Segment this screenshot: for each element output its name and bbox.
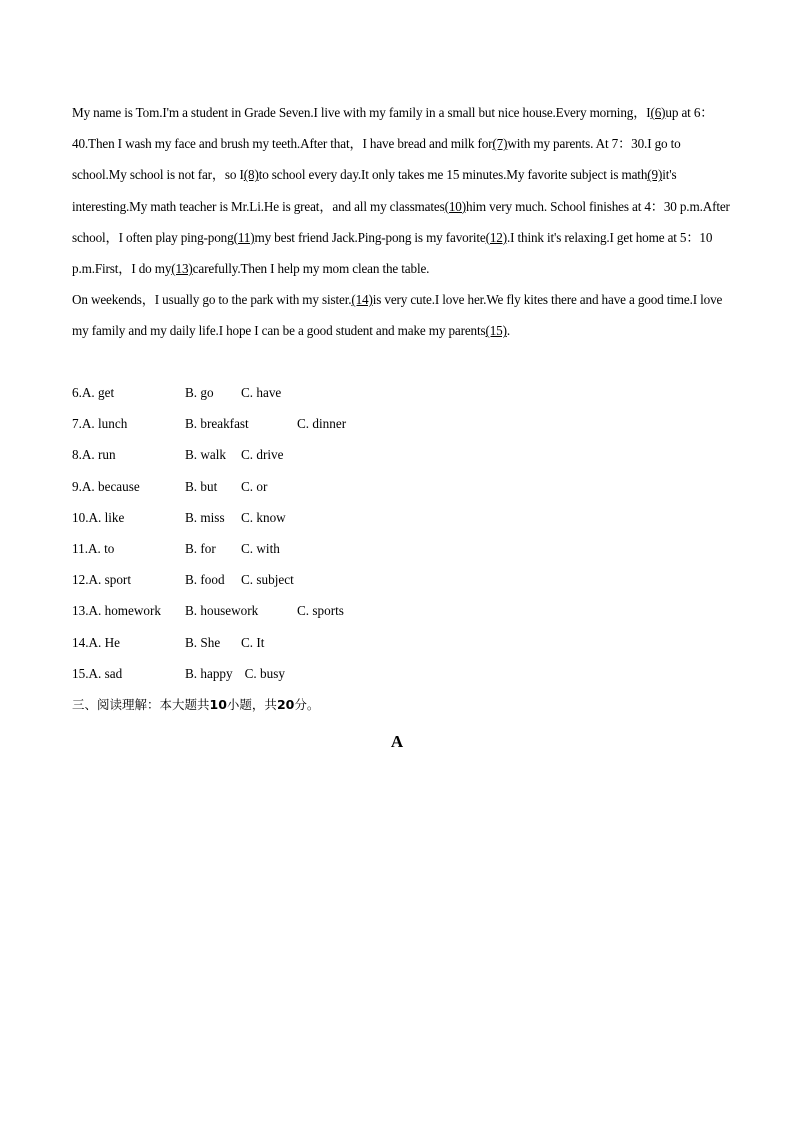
section-score: 20: [276, 697, 295, 712]
question-number: 10.: [72, 509, 89, 525]
option-a: A. sport: [88, 572, 131, 588]
question-number: 14.: [72, 634, 89, 650]
option-b: B. housework: [185, 603, 259, 619]
blank-marker: (12): [485, 229, 507, 245]
option-c: C. with: [241, 540, 280, 556]
passage-text: On weekends，I usually go to the park with my sister.: [72, 292, 352, 308]
option-a: A. to: [88, 540, 115, 556]
passage-text: .I think it's relaxing.I get home at 5：10 p.m.First，I do my: [72, 229, 713, 277]
section-heading-mid: 小题，共: [226, 697, 277, 712]
option-b: B. go: [185, 385, 214, 400]
section-heading-prefix: 三、阅读理解：本大题共: [72, 697, 210, 712]
section-question-count: 10: [209, 697, 227, 712]
option-a: A. homework: [88, 603, 162, 619]
passage-text: my best friend Jack.Ping-pong is my favorite: [254, 229, 486, 245]
option-c: C. It: [241, 634, 265, 650]
passage-text: My name is Tom.I'm a student in Grade Seven.I live with my family in a small but nice house.Every morning，I: [72, 105, 651, 120]
option-b: B. happy: [185, 665, 233, 681]
blank-marker: (7): [492, 136, 508, 152]
passage-text: to school every day.It only takes me 15 minutes.My favorite subject is math: [258, 167, 648, 183]
option-a: A. lunch: [81, 416, 128, 432]
blank-marker: (15): [485, 323, 507, 339]
passage-paragraph-1: [72, 97, 732, 284]
option-b: B. but: [185, 478, 218, 494]
option-a: A. He: [88, 634, 120, 650]
question-number: 8.: [72, 447, 82, 463]
passage-text: him very much. School finishes at 4：30 p.m.After school，I often play ping-pong: [72, 198, 730, 245]
option-c: C. or: [241, 478, 268, 494]
option-c: C. drive: [241, 447, 284, 463]
passage-text: is very cute.I love her.We fly kites there and have a good time.I love my family and my daily life.I hope I can be a good student and make my parents: [72, 292, 723, 339]
question-number: 11.: [72, 540, 88, 556]
question-number: 13.: [72, 603, 89, 619]
option-a: A. run: [81, 447, 116, 463]
option-a: A. get: [81, 385, 115, 400]
cloze-passage: [72, 97, 732, 347]
option-c: C. busy: [244, 665, 285, 681]
option-b: B. for: [185, 540, 216, 556]
option-a: A. sad: [88, 665, 123, 681]
passage-text: up at 6：40.Then I wash my face and brush my teeth.After that，I have bread and milk for: [72, 105, 714, 152]
passage-text: with my parents. At 7：30.I go to school.My school is not far，so I: [72, 136, 681, 183]
question-number: 6.: [72, 385, 82, 400]
passage-paragraph-2: [72, 284, 732, 346]
blank-marker: (13): [171, 261, 193, 277]
blank-marker: (11): [233, 229, 255, 245]
option-b: B. miss: [185, 509, 225, 525]
question-number: 15.: [72, 665, 89, 681]
blank-marker: (8): [243, 167, 259, 183]
option-b: B. breakfast: [185, 416, 249, 432]
question-number: 9.: [72, 478, 82, 494]
option-b: B. walk: [185, 447, 227, 463]
passage-text: .: [506, 323, 511, 339]
passage-text: carefully.Then I help my mom clean the table.: [192, 261, 430, 277]
passage-part-title: A: [390, 732, 404, 751]
section-heading-suffix: 分。: [294, 697, 320, 712]
passage-text: it's interesting.My math teacher is Mr.Li.He is great，and all my classmates: [72, 167, 677, 214]
option-c: C. have: [241, 385, 282, 400]
section-heading: [72, 689, 319, 720]
option-c: C. sports: [297, 603, 344, 619]
option-c: C. subject: [241, 572, 294, 588]
blank-marker: (9): [647, 167, 663, 183]
option-c: C. dinner: [297, 416, 347, 432]
blank-marker: (14): [351, 292, 373, 308]
question-number: 12.: [72, 572, 89, 588]
option-a: A. because: [81, 478, 140, 494]
option-a: A. like: [88, 509, 125, 525]
question-number: 7.: [72, 416, 82, 432]
option-b: B. food: [185, 572, 225, 588]
blank-marker: (10): [444, 198, 466, 214]
option-c: C. know: [241, 509, 286, 525]
option-b: B. She: [185, 634, 221, 650]
blank-marker: (6): [650, 105, 666, 120]
